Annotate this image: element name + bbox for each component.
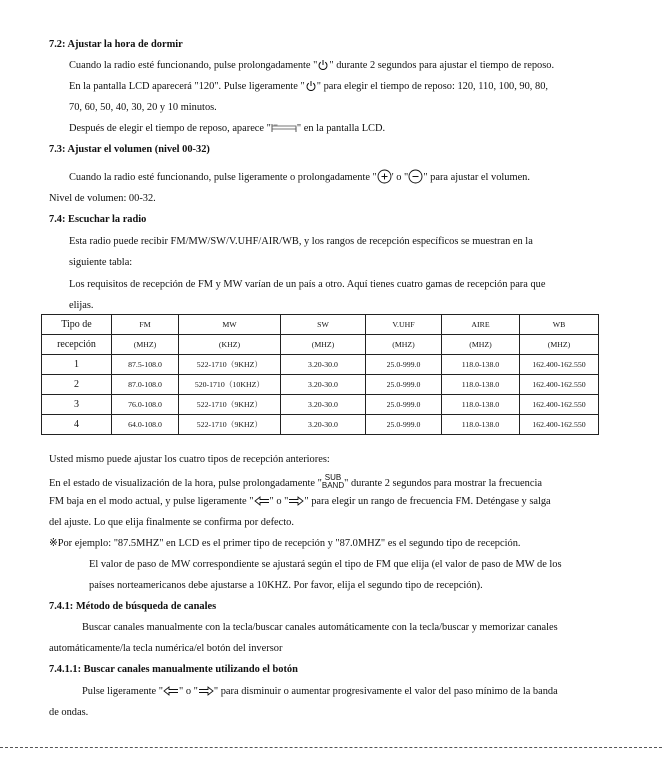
after-line-4: del ajuste. Lo que elija finalmente se confirma por defecto. xyxy=(49,517,294,528)
table-cell: 520-1710（10KHZ） xyxy=(179,375,281,395)
left-arrow-icon xyxy=(254,496,270,506)
heading-7-4: 7.4: Escuchar la radio xyxy=(49,214,147,225)
table-header-cell: WB xyxy=(520,315,599,335)
text: FM baja en el modo actual, y pulse ligeramente " xyxy=(49,496,254,507)
s741-line-1: Buscar canales manualmente con la tecla/buscar canales automáticamente con la tecla/buscar y memorizar canales xyxy=(82,622,558,633)
s72-line-3: 70, 60, 50, 40, 30, 20 y 10 minutos. xyxy=(69,102,217,113)
text: En el estado de visualización de la hora, pulse prolongadamente " xyxy=(49,478,322,489)
right-arrow-icon xyxy=(198,686,214,696)
table-cell: 1 xyxy=(42,355,112,375)
table-cell: 76.0-108.0 xyxy=(112,395,179,415)
text: " para elegir el tiempo de reposo: 120, 110, 100, 90, 80, xyxy=(316,81,548,92)
s74-para-1b: siguiente tabla: xyxy=(69,257,133,268)
s73-line-1 xyxy=(69,170,530,185)
sub-band-key-label xyxy=(322,474,344,490)
table-cell: 25.0-999.0 xyxy=(366,355,442,375)
table-cell: 64.0-108.0 xyxy=(112,415,179,435)
table-cell: 4 xyxy=(42,415,112,435)
table-cell: 118.0-138.0 xyxy=(442,395,520,415)
table-header-cell: SW xyxy=(281,315,366,335)
table-cell: 25.0-999.0 xyxy=(366,375,442,395)
text: " para elegir un rango de frecuencia FM. Deténgase y salga xyxy=(304,496,551,507)
after-line-1: Usted mismo puede ajustar los cuatro tipos de recepción anteriores: xyxy=(49,454,330,465)
after-line-7: países norteamericanos debe ajustarse a 10KHZ. Por favor, elija el segundo tipo de recepción). xyxy=(89,580,483,591)
table-header-cell: FM xyxy=(112,315,179,335)
text: " para ajustar el volumen. xyxy=(423,171,530,183)
sleep-bed-icon xyxy=(271,123,297,133)
table-row xyxy=(42,375,599,395)
s74-para-1a: Esta radio puede recibir FM/MW/SW/V.UHF/AIR/WB, y los rangos de recepción específicos se muestran en la xyxy=(69,236,533,247)
table-cell: 522-1710（9KHZ） xyxy=(179,355,281,375)
table-cell: 87.0-108.0 xyxy=(112,375,179,395)
power-icon xyxy=(305,80,317,92)
table-cell: 522-1710（9KHZ） xyxy=(179,395,281,415)
table-cell: 118.0-138.0 xyxy=(442,355,520,375)
after-line-5: ※Por ejemplo: "87.5MHZ" en LCD es el primer tipo de recepción y "87.0MHZ" es el segundo tipo de recepción. xyxy=(49,538,521,549)
left-arrow-icon xyxy=(163,686,179,696)
table-cell: 3.20-30.0 xyxy=(281,375,366,395)
table-header-cell: MW xyxy=(179,315,281,335)
text: " para disminuir o aumentar progresivamente el valor del paso mínimo de la banda xyxy=(213,686,558,697)
table-header-cell: (MHZ) xyxy=(442,335,520,355)
table-cell: 87.5-108.0 xyxy=(112,355,179,375)
text: " en la pantalla LCD. xyxy=(296,123,386,134)
table-header-cell: (KHZ) xyxy=(179,335,281,355)
heading-7-2: 7.2: Ajustar la hora de dormir xyxy=(49,39,183,50)
text: " durante 2 segundos para ajustar el tiempo de reposo. xyxy=(329,60,555,71)
s72-line-1 xyxy=(69,59,554,73)
table-header-cell: (MHZ) xyxy=(112,335,179,355)
text: Cuando la radio esté funcionando, pulse ligeramente o prolongadamente " xyxy=(69,171,377,183)
table-header-cell: AIRE xyxy=(442,315,520,335)
table-cell: 25.0-999.0 xyxy=(366,395,442,415)
heading-7-4-1-1: 7.4.1.1: Buscar canales manualmente utilizando el botón xyxy=(49,664,298,675)
table-header-cell: V.UHF xyxy=(366,315,442,335)
right-arrow-icon xyxy=(288,496,304,506)
text: ' o " xyxy=(391,171,409,183)
table-header-row xyxy=(42,315,599,335)
table-cell: 118.0-138.0 xyxy=(442,415,520,435)
table-cell: 3 xyxy=(42,395,112,415)
s74-para-2b: elijas. xyxy=(69,300,94,311)
text: Pulse ligeramente " xyxy=(82,686,163,697)
text: En la pantalla LCD aparecerá "120". Pulse ligeramente " xyxy=(69,81,305,92)
table-row xyxy=(42,395,599,415)
table-header-cell: recepción xyxy=(42,335,112,355)
table-header-cell: (MHZ) xyxy=(281,335,366,355)
table-header-cell: Tipo de xyxy=(42,315,112,335)
after-line-6: El valor de paso de MW correspondiente se ajustará según el tipo de FM que elija (el valor de paso de MW de los xyxy=(89,559,562,570)
heading-7-3: 7.3: Ajustar el volumen (nivel 00-32) xyxy=(49,144,210,155)
text: Después de elegir el tiempo de reposo, aparece " xyxy=(69,123,271,134)
text: " o " xyxy=(269,496,289,507)
s72-line-4 xyxy=(69,122,385,136)
table-header-cell: (MHZ) xyxy=(366,335,442,355)
table-header-row xyxy=(42,335,599,355)
table-header-cell: (MHZ) xyxy=(520,335,599,355)
text: " o " xyxy=(179,686,198,697)
s73-line-2: Nivel de volumen: 00-32. xyxy=(49,193,156,204)
text: " durante 2 segundos para mostrar la frecuencia xyxy=(344,478,542,489)
s741-line-2: automáticamente/la tecla numérica/el botón del inversor xyxy=(49,643,283,654)
table-cell: 3.20-30.0 xyxy=(281,415,366,435)
table-cell: 162.400-162.550 xyxy=(520,415,599,435)
s7411-line-1 xyxy=(82,685,558,699)
after-line-3 xyxy=(49,495,551,509)
table-cell: 522-1710（9KHZ） xyxy=(179,415,281,435)
table-cell: 162.400-162.550 xyxy=(520,355,599,375)
minus-circle-icon xyxy=(408,169,423,184)
power-icon xyxy=(317,59,329,71)
s7411-line-2: de ondas. xyxy=(49,707,89,718)
heading-7-4-1: 7.4.1: Método de búsqueda de canales xyxy=(49,601,217,612)
reception-range-table xyxy=(41,314,599,435)
table-cell: 25.0-999.0 xyxy=(366,415,442,435)
s74-para-2a: Los requisitos de recepción de FM y MW varían de un país a otro. Aquí tienes cuatro gamas de recepción para que xyxy=(69,279,546,290)
after-line-2 xyxy=(49,474,542,491)
text: Cuando la radio esté funcionando, pulse prolongadamente " xyxy=(69,60,318,71)
table-row xyxy=(42,355,599,375)
page-bottom-divider xyxy=(0,747,662,748)
table-cell: 3.20-30.0 xyxy=(281,395,366,415)
plus-circle-icon xyxy=(377,169,392,184)
table-row xyxy=(42,415,599,435)
sub-label: SUB xyxy=(324,473,342,482)
table-cell: 118.0-138.0 xyxy=(442,375,520,395)
table-cell: 2 xyxy=(42,375,112,395)
table-cell: 162.400-162.550 xyxy=(520,375,599,395)
s72-line-2 xyxy=(69,80,548,94)
band-label: BAND xyxy=(321,481,345,490)
table-cell: 3.20-30.0 xyxy=(281,355,366,375)
table-cell: 162.400-162.550 xyxy=(520,395,599,415)
